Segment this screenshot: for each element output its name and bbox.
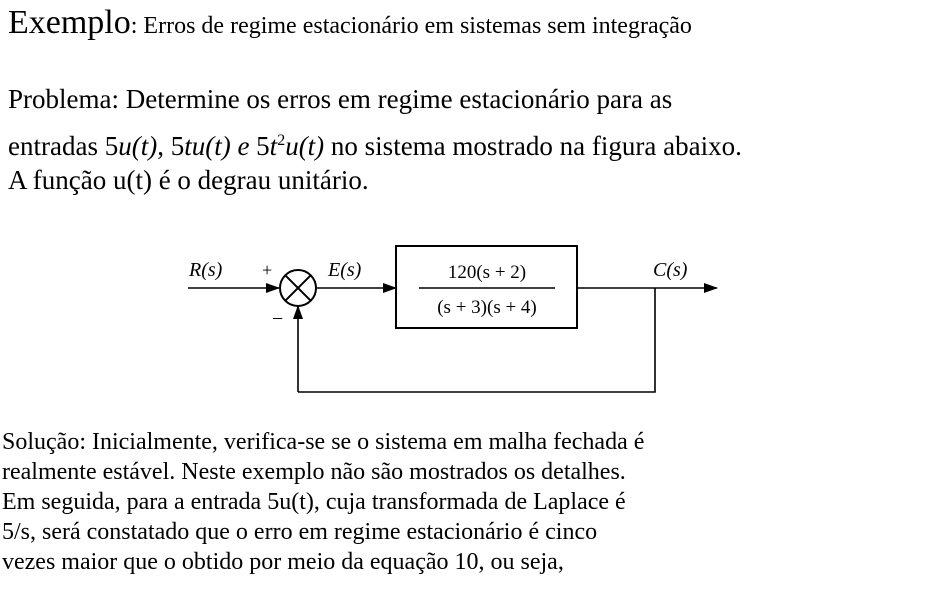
transfer-function-numerator: 120(s + 2) (447, 262, 527, 283)
input-step-fn: u (118, 131, 132, 161)
solution-line: Em seguida, para a entrada 5u(t), cuja transformada de Laplace é (2, 489, 626, 515)
input-parabola-fn: u (285, 131, 299, 161)
input-ramp-coef: 5 (170, 131, 185, 161)
solution-line: vezes maior que o obtido por meio da equação 10, ou seja, (2, 549, 564, 575)
minus-sign: − (272, 308, 284, 330)
solution-line: 5/s, será constatado que o erro em regime estacionário é cinco (2, 519, 598, 545)
solution-line: Solução: Inicialmente, verifica-se se o sistema em malha fechada é (2, 429, 645, 455)
input-parabola-var: t (269, 131, 278, 161)
problem-line-3: A função u(t) é o degrau unitário. (8, 165, 369, 195)
output-signal-label: C(s) (653, 259, 688, 281)
transfer-function-denominator: (s + 3)(s + 4) (437, 297, 537, 318)
input-signal-label: R(s) (189, 259, 223, 281)
problem-line-2-suffix: no sistema mostrado na figura abaixo. (324, 131, 742, 161)
input-conjunction: e (230, 131, 257, 161)
summing-junction-icon (280, 270, 316, 306)
title-text: : Erros de regime estacionário em sistemas sem integração (130, 13, 692, 39)
solution-line: realmente estável. Neste exemplo não são mostrados os detalhes. (2, 459, 626, 485)
input-ramp-fn: tu (184, 131, 206, 161)
input-parabola-coef: 5 (256, 131, 270, 161)
input-parabola-arg: (t) (298, 131, 325, 161)
problem-line-1: Problema: Determine os erros em regime estacionário para as (8, 84, 673, 114)
input-step-coef: 5 (104, 131, 119, 161)
input-parabola-exponent: 2 (277, 132, 286, 149)
input-ramp-arg: (t) (205, 131, 231, 161)
solution-paragraph (2, 427, 644, 577)
error-signal-label: E(s) (328, 259, 362, 281)
problem-line-2-prefix: entradas (8, 131, 105, 161)
title-word: Exemplo (8, 4, 131, 41)
input-step-arg: (t) (131, 131, 158, 161)
input-separator: , (157, 131, 171, 161)
plus-sign: + (262, 260, 273, 280)
